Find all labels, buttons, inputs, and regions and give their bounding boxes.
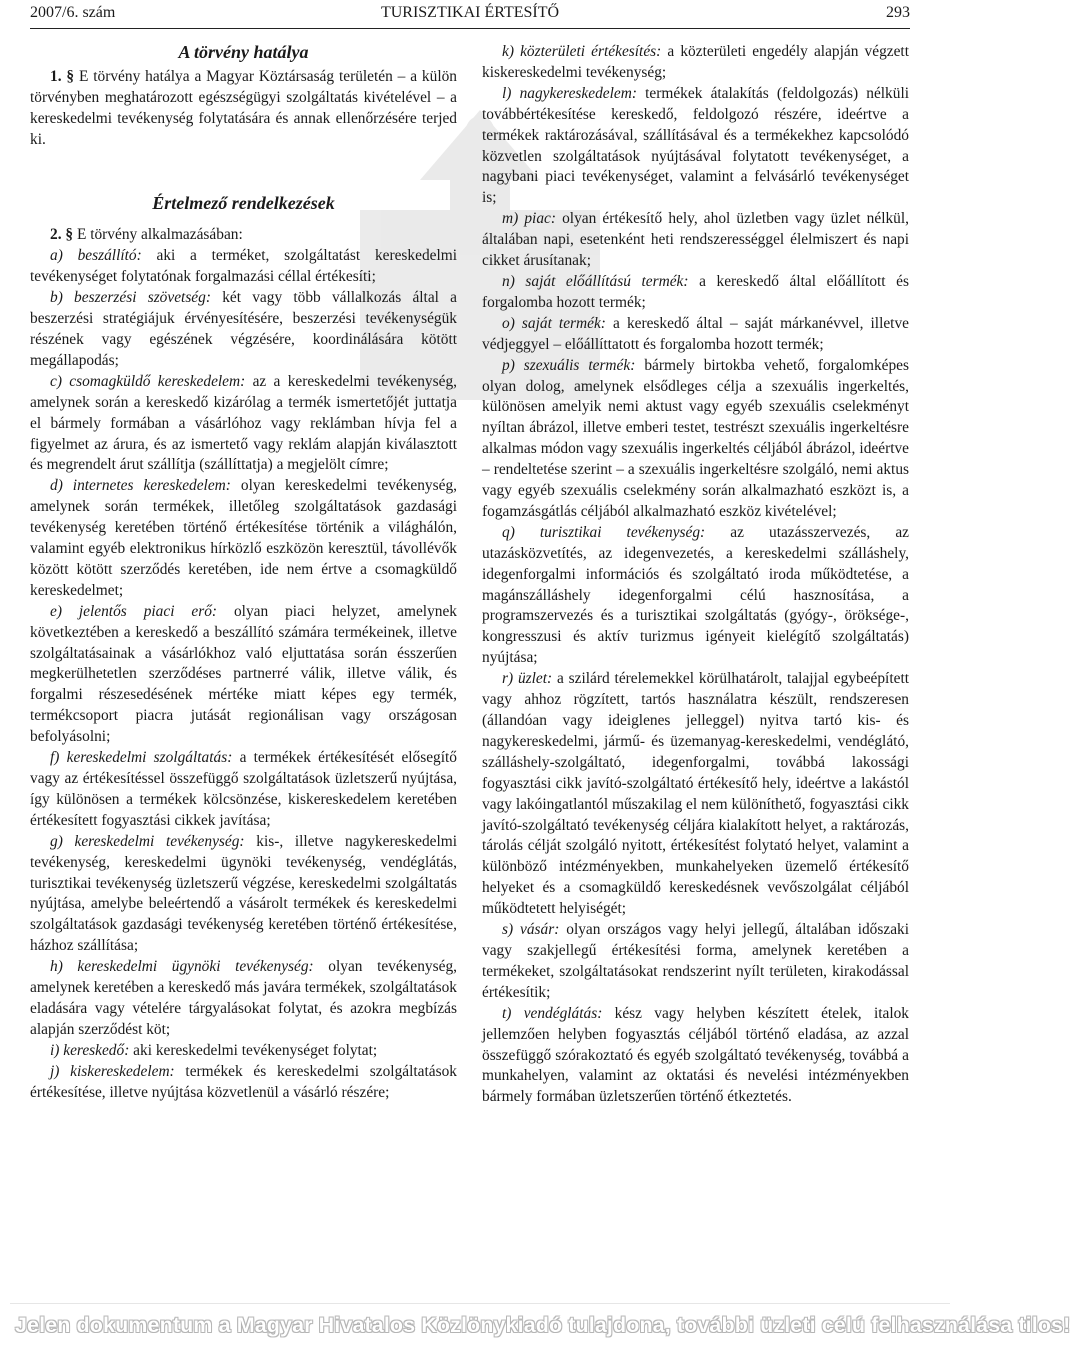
definition-term: i) kereskedő: xyxy=(50,1041,130,1059)
definition-text: olyan piaci helyzet, amelynek következtében a kereskedő a beszállító számára termékeinek, illetve szolgáltatásainak a vásárlókhoz való eljuttatása során ésszerűen megkerülhetetlen szerződéses partnerré válik, illetve válik, és forgalmi részesedésének mértéke miatt képes egy termék, termékcsoport piacra jutását regionálisan vagy országosan befolyásolni; xyxy=(30,602,457,746)
definition-term: c) csomagküldő kereskedelem: xyxy=(50,372,246,390)
definition-item xyxy=(482,84,909,209)
definition-term: l) nagykereskedelem: xyxy=(502,84,637,102)
definition-term: b) beszerzési szövetség: xyxy=(50,289,211,307)
definition-term: d) internetes kereskedelem: xyxy=(50,477,231,495)
definition-term: e) jelentős piaci erő: xyxy=(50,602,218,620)
page-header xyxy=(30,4,910,26)
definition-term: f) kereskedelmi szolgáltatás: xyxy=(50,749,233,767)
definition-item xyxy=(482,920,909,1004)
definition-item xyxy=(482,209,909,272)
definition-text: a termékek értékesítését elősegítő vagy az értékesítéssel összefüggő szolgáltatások üzletszerű nyújtása, így különösen a termékek kölcsönzése, kiskereskedelem keretében értékesített fogyasztási cikkek javítása; xyxy=(30,749,458,829)
right-column xyxy=(482,42,909,1108)
definition-text: olyan értékesítő hely, ahol üzletben vagy üzlet nélkül, általában napi, esetenként heti rendszerességgel élelmiszert és napi cikket árusítanak; xyxy=(482,210,910,270)
definition-item xyxy=(482,1004,909,1109)
definition-term: n) saját előállítású termék: xyxy=(502,272,689,290)
definition-text: termékek és kereskedelmi szolgáltatások értékesítése, illetve nyújtása közvetlenül a vásárló részére; xyxy=(30,1062,457,1101)
definition-text: olyan kereskedelmi tevékenység, amelynek során termékek, illetőleg szolgáltatások gazdasági tevékenység keretében történő értékesítése történik a világhálón, valamint egyéb elektronikus hírközlő eszközön keresztül, távollévők között kötött szerződés keretében, ide nem értve a csomagküldő kereskedelmet; xyxy=(30,477,457,599)
section-heading-scope: A törvény hatálya xyxy=(178,42,309,62)
definition-text: aki kereskedelmi tevékenységet folytat; xyxy=(129,1041,378,1059)
definition-item xyxy=(482,314,909,356)
paragraph-section-2 xyxy=(30,225,457,246)
journal-title: TURISZTIKAI ÉRTESÍTŐ xyxy=(380,4,560,21)
definition-text: a szilárd térelemekkel körülhatárolt, talajjal egybeépített vagy ahhoz rögzített, tartós használatra készült, rendszeresen (állandóan vagy ideiglenes jelleggel) nyitva tartó kis- és nagykereskedelmi, jármű- és üzemanyag-kereskedelmi, vendéglátó, szálláshely-szolgáltató, idegenforgalmi, továbbá lakossági fogyasztási cikk javító-szolgáltató értékesítő hely, ideértve a lakástól vagy lakóingatlantól műszakilag el nem különíthető, fogyasztási cikk javító-szolgáltató tevékenység céljára kialakított helyet, a raktározás, tárolás célját szolgáló nyitott, értékesítést folytató helyet, valamint a különböző intézményekben, munkahelyeken üzemelő értékesítő helyeket és a csomagküldő kereskedésnek vevőszolgálat céljából működtetett helyiségét; xyxy=(482,670,909,918)
definition-item xyxy=(30,748,457,832)
section-heading-definitions: Értelmező rendelkezések xyxy=(152,192,335,213)
definition-item xyxy=(30,957,457,1041)
definition-text: a közterületi engedély alapján végzett kiskereskedelmi tevékenység; xyxy=(482,43,909,81)
left-column xyxy=(30,42,457,1104)
definition-text: a kereskedő által előállított és forgalomba hozott termék; xyxy=(482,272,909,311)
header-rule xyxy=(30,28,910,29)
section-text: E törvény hatálya a Magyar Köztársaság területén – a külön törvényben meghatározott egészségügyi szolgáltatás kivételével – a kereskedelmi tevékenység folytatására és annak ellenőrzésére terjed ki. xyxy=(30,67,457,148)
definition-text: aki a terméket, szolgáltatást kereskedelmi tevékenységet folytatónak forgalmazási céllal értékesíti; xyxy=(30,247,457,286)
definition-item xyxy=(30,288,457,372)
definition-text: két vagy több vállalkozás által a beszerzési stratégiájuk érvényesítésére, beszerzési tevékenységük részének vagy egészének végzésére, koordinálására kötött megállapodás; xyxy=(30,289,458,369)
definition-item xyxy=(482,42,909,84)
definition-item xyxy=(30,1041,457,1062)
definition-term: o) saját termék: xyxy=(502,314,606,332)
footer-divider xyxy=(10,1303,950,1304)
definition-item xyxy=(30,476,457,601)
section-text: E törvény alkalmazásában: xyxy=(73,226,243,244)
definition-term: q) turisztikai tevékenység: xyxy=(502,523,706,541)
definition-text: olyan tevékenység, amelynek keretében a kereskedő más javára termékek, szolgáltatások eladására vagy vételére tárgyalásokat folytat, és azokra megbízás alapján szerződést köt; xyxy=(30,958,457,1038)
ownership-notice: Jelen dokumentum a Magyar Hivatalos Közlönykiadó tulajdona, további üzleti célú felhasználása tilos! xyxy=(15,1313,1070,1337)
definition-item xyxy=(30,372,457,477)
definition-item xyxy=(482,356,909,523)
definition-term: t) vendéglátás: xyxy=(502,1004,603,1022)
definition-term: g) kereskedelmi tevékenység: xyxy=(50,832,245,850)
definition-term: s) vásár: xyxy=(502,921,560,939)
definition-text: az a kereskedelmi tevékenység, amelynek során a kereskedő kizárólag a termék ismertetőjét juttatja el bármely formában a vásárlóhoz vagy reklámban hívja fel a figyelmet az árura, és az ismertető vagy reklám alapján kiválasztott és megrendelt árut szállítja (szállíttatja) a megjelölt címre; xyxy=(30,372,457,474)
definition-text: bármely birtokba vehető, forgalomképes olyan dolog, amelynek elsődleges célja a szexuális ingerkeltés, különösen amelyik nemi aktust vagy egyéb szexuális cselekményt nyíltan ábrázol, illetve emberi testet, testrészt szexuális ingerkeltésre alkalmas módon vagy szexuális ingerkeltés céljából ábrázol, ideértve – rendeltetése szerint – a szexuális ingerkeltésre szolgáló, nemi aktus vagy egyéb szexuális cselekmény során alkalmazható eszközt is, a fogamzásgátlás céljából alkalmazható eszköz kivételével; xyxy=(482,356,909,520)
page-number: 293 xyxy=(886,4,910,21)
definition-item xyxy=(30,602,457,748)
definition-term: k) közterületi értékesítés: xyxy=(502,43,662,60)
definition-item xyxy=(482,272,909,314)
definition-text: az utazásszervezés, az utazásközvetítés, az idegenvezetés, a kereskedelmi szálláshely, idegenforgalmi információs és szolgáltató iroda működtetése, a magánszálláshely idegenforgalmi célú hasznosítása, a programszervezés és a turisztikai szolgáltatás (gyógy-, öröksége-, kongresszusi és aktív turizmus igényeit kielégítő szolgáltatás) nyújtása; xyxy=(482,523,910,667)
definition-term: h) kereskedelmi ügynöki tevékenység: xyxy=(50,958,314,976)
definition-term: j) kiskereskedelem: xyxy=(50,1062,175,1080)
definition-term: a) beszállító: xyxy=(50,247,142,265)
definition-item xyxy=(30,1062,457,1104)
definition-item xyxy=(482,669,909,920)
paragraph-section-1 xyxy=(30,67,457,151)
definition-item xyxy=(482,523,909,669)
definition-text: kész vagy helyben készített ételek, italok jellemzően helyben fogyasztás céljából történő eladása, az azzal összefüggő szórakoztató és egyéb szolgáltató tevékenység, továbbá a munkahelyen, valamint az oktatási és nevelési intézményekben bármely formában üzletszerűen történő étkeztetés. xyxy=(482,1004,909,1106)
definition-item xyxy=(30,246,457,288)
issue-number: 2007/6. szám xyxy=(30,4,116,21)
section-number: 1. § xyxy=(50,67,75,85)
section-number: 2. § xyxy=(50,226,74,244)
definition-term: p) szexuális termék: xyxy=(502,356,636,374)
definition-text: termékek átalakítás (feldolgozás) nélküli továbbértékesítése kereskedő, feldolgozó részére, ideértve a termékek raktározásával, szállításával és a termékekhez kapcsolódó közvetlen szolgáltatások nyújtásával folytatott tevékenységet, a nagybani piaci tevékenységet, valamint a felvásárló tevékenységet is; xyxy=(482,84,910,207)
definition-text: kis-, illetve nagykereskedelmi tevékenység, kereskedelmi ügynöki tevékenység, vendéglátás, turisztikai tevékenység üzletszerű végzése, kereskedelmi szolgáltatás nyújtása, amelybe beleértendő a vásárolt termékek és kereskedelmi szolgáltatások gazdasági tevékenység keretében történő értékesítése, házhoz szállítása; xyxy=(30,832,457,955)
definition-text: a kereskedő által – saját márkanévvel, illetve védjeggyel – előállíttatott és forgalomba hozott termék; xyxy=(482,314,909,353)
definition-term: r) üzlet: xyxy=(502,670,553,688)
definition-term: m) piac: xyxy=(502,210,556,228)
definition-text: olyan országos vagy helyi jellegű, általában időszaki vagy szakjellegű értékesítési forma, amelynek keretében a termékeket, szolgáltatásokat rendszerint nyílt területen, kirakodással értékesítik; xyxy=(482,921,910,1001)
definition-item xyxy=(30,832,457,957)
